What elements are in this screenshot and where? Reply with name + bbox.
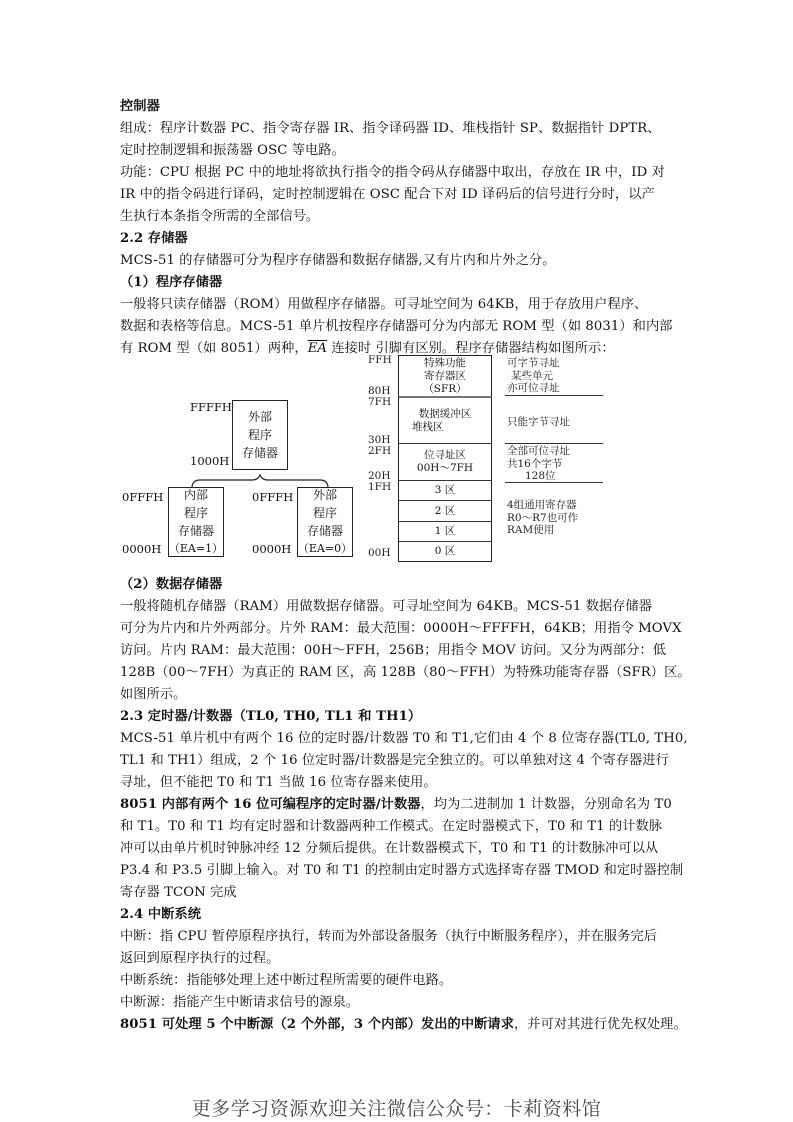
- interrupt-line: 返回到原程序执行的过程。: [120, 951, 280, 966]
- ram-block-bank3: [398, 480, 492, 500]
- footer-watermark: 更多学习资源欢迎关注微信公众号：卡莉资料馆: [191, 1098, 602, 1120]
- timer-line: MCS-51 单片机中有两个 16 位的定时器/计数器 T0 和 T1,它们由 4 个 8 位寄存器(TL0, TH0,: [120, 731, 688, 746]
- ea-condition: （EA=1）: [168, 542, 224, 555]
- controller-function-line: 功能：CPU 根据 PC 中的地址将欲执行指令的指令码从存储器中取出，存放在 IR 中，ID 对: [120, 165, 665, 180]
- ram-address: 30H: [368, 434, 391, 446]
- ram-note-text: 128位: [525, 470, 556, 482]
- timer-line: 冲可以由单片机时钟脉冲经 12 分频后提供。在计数器模式下，T0 和 T1 的计数脉冲可以从: [120, 841, 659, 856]
- interrupt-bold-statement: 8051 可处理 5 个中断源（2 个外部，3 个内部）发出的中断请求: [120, 1017, 514, 1032]
- box-label-line: 内部: [183, 488, 208, 502]
- ram-block-buffer: [398, 396, 492, 443]
- ram-note-sfr: [507, 357, 560, 395]
- external-addr-low: 0000H: [252, 542, 292, 556]
- document-body-lower: [120, 574, 691, 1036]
- data-memory-line: 如图所示。: [120, 687, 187, 702]
- controller-function-line: 生执行本条指令所需的全部信号。: [120, 209, 320, 224]
- program-memory-line: 数据和表格等信息。MCS-51 单片机按程序存储器可分为内部无 ROM 型（如 8031）和内部: [120, 319, 673, 334]
- ram-block-label: （SFR）: [423, 382, 467, 395]
- ram-block-bank0: [398, 541, 492, 562]
- ram-block-label: 堆栈区: [412, 420, 444, 433]
- ram-block-bank2: [398, 500, 492, 521]
- program-memory-line3-pre: 有 ROM 型（如 8051）两种，: [120, 341, 308, 356]
- timer-line: 寄存器 TCON 完成: [120, 885, 237, 900]
- ram-note-line: R0～R7也可作: [507, 511, 579, 524]
- ram-note-bit: [507, 445, 570, 483]
- ram-address: 1FH: [368, 481, 392, 493]
- ram-address: 2FH: [368, 445, 392, 457]
- timer-heading: 2.3 定时器/计数器（TL0, TH0, TL1 和 TH1）: [120, 709, 422, 724]
- ram-note-line: 亦可位寻址: [507, 382, 560, 394]
- box-label-line: 外部: [247, 410, 272, 424]
- ext-top-addr-low: 1000H: [190, 454, 230, 468]
- interrupt-line: [120, 1014, 687, 1036]
- ea-condition: （EA=0）: [297, 542, 353, 555]
- data-memory-line: 访问。片内 RAM：最大范围：00H～FFH，256B；用指令 MOV 访问。又分为两部分：低: [120, 643, 667, 658]
- box-label-line: 程序: [312, 506, 337, 520]
- ram-block-label: 数据缓冲区: [418, 407, 472, 420]
- ext-top-addr-high: FFFFH: [190, 400, 232, 414]
- box-label-line: 程序: [247, 428, 272, 442]
- memory-heading: 2.2 存储器: [120, 231, 188, 246]
- box-label-line: 程序: [183, 506, 208, 520]
- document-body: [120, 96, 676, 360]
- data-memory-line: 一般将随机存储器（RAM）用做数据存储器。可寻址空间为 64KB。MCS-51 数据存储器: [120, 599, 653, 614]
- timer-line: 和 T1。T0 和 T1 均有定时器和计数器两种工作模式。在定时器模式下，T0 和 T1 的计数脉: [120, 819, 663, 834]
- controller-composition-line: 定时控制逻辑和振荡器 OSC 等电路。: [120, 143, 345, 158]
- ram-note-line: 4组通用寄存器: [507, 499, 577, 511]
- box-label-line: 外部: [312, 488, 337, 502]
- ram-block-label: 0 区: [434, 545, 456, 557]
- ram-block-label: 2 区: [434, 504, 456, 517]
- controller-function-line: IR 中的指令码进行译码，定时控制逻辑在 OSC 配合下对 ID 译码后的信号进行分时，以产: [120, 187, 655, 202]
- ram-block-bit-addressable: [398, 443, 492, 480]
- external-addr-high: 0FFFH: [252, 490, 294, 504]
- interrupt-heading: 2.4 中断系统: [120, 907, 202, 922]
- internal-addr-high: 0FFFH: [122, 490, 164, 504]
- ram-block-label: 1 区: [434, 525, 456, 537]
- ram-note-line: 全部可位寻址: [507, 445, 570, 457]
- ram-note-line: RAM使用: [507, 524, 555, 536]
- timer-bold-statement: 8051 内部有两个 16 位可编程序的定时器/计数器: [120, 797, 421, 812]
- memory-intro: MCS-51 的存储器可分为程序存储器和数据存储器,又有片内和片外之分。: [120, 253, 556, 268]
- ram-note-divider: [505, 395, 603, 396]
- ram-address: 20H: [368, 470, 391, 482]
- controller-composition-line: 组成：程序计数器 PC、指令寄存器 IR、指令译码器 ID、堆栈指针 SP、数据指针 DPTR、: [120, 121, 661, 136]
- timer-line: 寻址，但不能把 T0 和 T1 当做 16 位寄存器来使用。: [120, 775, 437, 790]
- ram-block-bank1: [398, 521, 492, 541]
- data-memory-line: 128B（00～7FH）为真正的 RAM 区，高 128B（80～FFH）为特殊功能寄存器（SFR）区。: [120, 665, 691, 680]
- ram-block-sfr: [398, 355, 492, 396]
- ram-block-label: 寄存器区: [424, 369, 466, 382]
- ram-block-label: 3 区: [434, 484, 456, 496]
- ram-block-label: 位寻址区: [424, 449, 466, 461]
- ea-symbol: $\overline{EA}$: [307, 341, 328, 356]
- timer-line: [120, 794, 676, 816]
- ram-note-line: 某些单元: [511, 369, 553, 382]
- program-memory-line: 一般将只读存储器（ROM）用做程序存储器。可寻址空间为 64KB，用于存放用户程序、: [120, 297, 648, 312]
- ram-block-label: 00H～7FH: [416, 462, 474, 474]
- box-label-line: 存储器: [306, 524, 343, 538]
- ram-note-line: 只能字节寻址: [507, 416, 570, 428]
- ram-address: FFH: [368, 354, 392, 366]
- interrupt-line: 中断系统：指能够处理上述中断过程所需要的硬件电路。: [120, 973, 453, 988]
- external-program-memory-box: [297, 487, 353, 557]
- ram-note-buffer: [507, 416, 570, 429]
- ram-block-label: 特殊功能: [424, 356, 466, 369]
- ram-note-line: [507, 470, 570, 483]
- interrupt-line-rest: ，并可对其进行优先权处理。: [514, 1017, 687, 1032]
- ram-address: 80H: [368, 385, 391, 397]
- data-memory-line: 可分为片内和片外两部分。片外 RAM：最大范围：0000H～FFFFH，64KB；用指令 MOVX: [120, 621, 682, 636]
- timer-line-rest: ，均为二进制加 1 计数器，分别命名为 T0: [420, 797, 672, 812]
- internal-program-memory-box: [168, 487, 224, 557]
- internal-addr-low: 0000H: [122, 542, 162, 556]
- timer-line: P3.4 和 P3.5 引脚上输入。对 T0 和 T1 的控制由定时器方式选择寄存器 TMOD 和定时器控制: [120, 863, 684, 878]
- program-memory-heading: （1）程序存储器: [120, 275, 223, 290]
- ram-note-line: 可字节寻址: [507, 357, 560, 369]
- ram-note-line: 共16个字节: [507, 457, 563, 470]
- interrupt-line: 中断源：指能产生中断请求信号的源泉。: [120, 995, 360, 1010]
- ext-program-memory-box: [232, 400, 288, 470]
- interrupt-line: 中断：指 CPU 暂停原程序执行，转而为外部设备服务（执行中断服务程序），并在服务完后: [120, 929, 658, 944]
- ram-note-banks: [507, 499, 578, 537]
- ram-note-divider: [505, 482, 603, 483]
- program-memory-line3-post: 连接时 引脚有区别。程序存储器结构如图所示：: [327, 341, 615, 356]
- ram-address: 7FH: [368, 396, 392, 408]
- timer-line: TL1 和 TH1）组成，2 个 16 位定时器/计数器是完全独立的。可以单独对这 4 个寄存器进行: [120, 753, 669, 768]
- ram-address: 00H: [368, 547, 391, 559]
- data-memory-heading: （2）数据存储器: [120, 577, 223, 592]
- ram-note-divider: [505, 443, 603, 444]
- box-label-line: 存储器: [177, 524, 214, 538]
- controller-heading: 控制器: [120, 99, 160, 114]
- box-label-line: 存储器: [241, 446, 278, 460]
